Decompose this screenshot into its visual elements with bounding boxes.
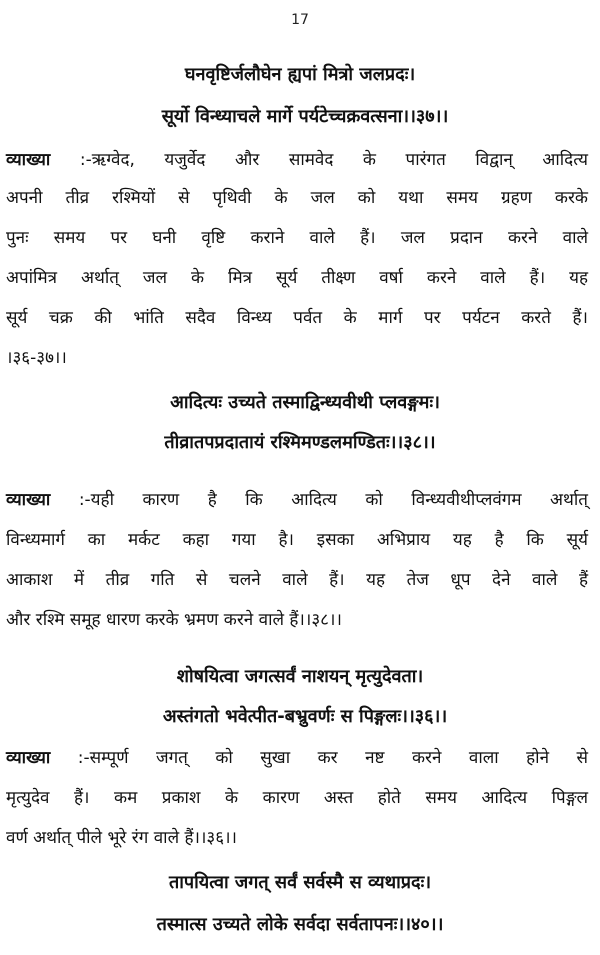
verse-line: तीव्रातपप्रदातायं रश्मिमण्डलमण्डितः।।३८।।: [164, 432, 436, 453]
commentary-line: और रश्मि समूह धारण करके भ्रमण करने वाले हैं।।३८।।: [6, 610, 342, 630]
commentary-line: अपनी तीव्र रश्मियों से पृथिवी के जल को यथा समय ग्रहण करके: [6, 188, 588, 208]
commentary-label: व्याख्या: [6, 490, 51, 510]
commentary-line: आकाश में तीव्र गति से चलने वाले हैं। यह तेज धूप देने वाले हैं: [6, 570, 588, 590]
verse-line: आदित्यः उच्यते तस्माद्विन्ध्यवीथी प्लवङ्गमः।: [170, 392, 440, 413]
commentary-line: सूर्य चक्र की भांति सदैव विन्ध्य पर्वत के मार्ग पर पर्यटन करते हैं।: [6, 308, 588, 328]
commentary-line: ।३६-३७।।: [6, 348, 67, 368]
commentary-line: पुनः समय पर घनी वृष्टि कराने वाले हैं। जल प्रदान करने वाले: [6, 228, 588, 248]
commentary-line: विन्ध्यमार्ग का मर्कट कहा गया है। इसका अभिप्राय यह है कि सूर्य: [6, 530, 588, 550]
verse-line: शोषयित्वा जगत्सर्वं नाशयन् मृत्युदेवता।: [176, 666, 424, 687]
commentary-line: मृत्युदेव हैं। कम प्रकाश के कारण अस्त होते समय आदित्य पिङ्गल: [6, 788, 588, 808]
verse-line: घनवृष्टिर्जलौघेन ह्यपां मित्रो जलप्रदः।: [184, 64, 416, 85]
commentary-line: [6, 490, 588, 510]
commentary-label: व्याख्या: [6, 748, 51, 768]
commentary-line: [6, 150, 588, 170]
commentary-text: :-सम्पूर्ण जगत् को सुखा कर नष्ट करने वाला होने से: [50, 748, 588, 768]
commentary-line: अपांमित्र अर्थात् जल के मित्र सूर्य तीक्ष्ण वर्षा करने वाले हैं। यह: [6, 268, 588, 288]
commentary-text: :-यही कारण है कि आदित्य को विन्ध्यवीथीप्लवंगम अर्थात्: [50, 490, 588, 510]
commentary-label: व्याख्या: [6, 150, 51, 170]
verse-line: तस्मात्स उच्यते लोके सर्वदा सर्वतापनः।।४०।।: [156, 914, 444, 935]
commentary-line: वर्ण अर्थात् पीले भूरे रंग वाले हैं।।३६।।: [6, 828, 237, 848]
page-number: 17: [291, 12, 309, 28]
commentary-line: [6, 748, 588, 768]
commentary-text: :-ऋग्वेद, यजुर्वेद और सामवेद के पारंगत विद्वान् आदित्य: [50, 150, 588, 170]
verse-line: सूर्यो विन्ध्याचले मार्गे पर्यटेच्चक्रवत्सना।।३७।।: [161, 106, 449, 127]
verse-line: अस्तंगतो भवेत्पीत-बभ्रुवर्णः स पिङ्गलः।।३६।।: [162, 706, 448, 727]
verse-line: तापयित्वा जगत् सर्वं सर्वस्मै स व्यथाप्रदः।: [168, 872, 432, 893]
